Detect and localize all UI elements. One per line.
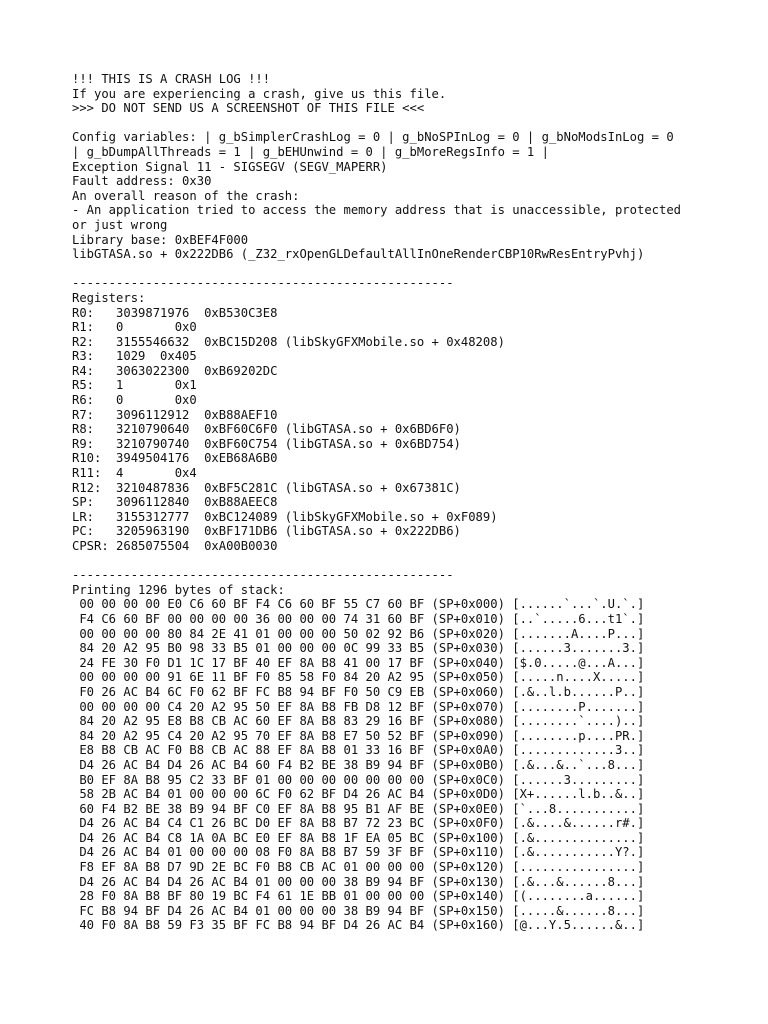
stack-row: F8 EF 8A B8 D7 9D 2E BC F0 B8 CB AC 01 00 00 00 (SP+0x120) [................] [72,860,645,875]
stack-row: 00 00 00 00 91 6E 11 BF F0 85 58 F0 84 20 A2 95 (SP+0x050) [.....n....X.....] [72,670,645,685]
register-row: R10: 3949504176 0xEB68A6B0 [72,451,278,466]
register-row: LR: 3155312777 0xBC124089 (libSkyGFXMobile.so + 0xF089) [72,509,498,524]
register-row: R12: 3210487836 0xBF5C281C (libGTASA.so + 0x67381C) [72,480,461,495]
registers-list [72,306,752,554]
stack-row: 28 F0 8A B8 BF 80 19 BC F4 61 1E BB 01 00 00 00 (SP+0x140) [(........a......] [72,889,645,904]
register-row: R0: 3039871976 0xB530C3E8 [72,305,278,320]
info-line: Config variables: | g_bSimplerCrashLog = 0 | g_bNoSPInLog = 0 | g_bNoModsInLog = 0 [72,130,674,145]
stack-row: 00 00 00 00 E0 C6 60 BF F4 C6 60 BF 55 C7 60 BF (SP+0x000) [......`...`.U.`.] [72,597,645,612]
register-row: R11: 4 0x4 [72,466,197,481]
info-line: An overall reason of the crash: [72,188,300,203]
stack-row: F0 26 AC B4 6C F0 62 BF FC B8 94 BF F0 50 C9 EB (SP+0x060) [.&..l.b......P..] [72,684,645,699]
registers-section [72,291,752,554]
crash-info-section [72,130,752,261]
register-row: R3: 1029 0x405 [72,349,197,364]
stack-row: 60 F4 B2 BE 38 B9 94 BF C0 EF 8A B8 95 B1 AF BE (SP+0x0E0) [`...8...........] [72,801,645,816]
register-row: CPSR: 2685075504 0xA00B0030 [72,539,278,553]
info-line: or just wrong [72,217,168,232]
header-line: !!! THIS IS A CRASH LOG !!! [72,72,271,86]
register-row: R5: 1 0x1 [72,378,197,393]
stack-row: FC B8 94 BF D4 26 AC B4 01 00 00 00 38 B9 94 BF (SP+0x150) [.....&......8...] [72,903,645,918]
stack-row: D4 26 AC B4 D4 26 AC B4 60 F4 B2 BE 38 B9 94 BF (SP+0x0B0) [.&...&..`...8...] [72,757,645,772]
stack-dump [72,597,752,933]
register-row: PC: 3205963190 0xBF171DB6 (libGTASA.so + 0x222DB6) [72,524,461,539]
info-line: Fault address: 0x30 [72,174,212,189]
stack-section [72,583,752,933]
separator-line: ---------------------------------------------------- [72,568,454,583]
stack-row: 84 20 A2 95 E8 B8 CB AC 60 EF 8A B8 83 29 16 BF (SP+0x080) [........`....)..] [72,714,645,729]
crash-log-document [72,72,752,933]
stack-row: D4 26 AC B4 C8 1A 0A BC E0 EF 8A B8 1F EA 05 BC (SP+0x100) [.&..............] [72,830,645,845]
header-line: If you are experiencing a crash, give us this file. [72,86,447,101]
stack-row: 84 20 A2 95 B0 98 33 B5 01 00 00 00 0C 99 33 B5 (SP+0x030) [......3.......3.] [72,641,645,656]
stack-row: 40 F0 8A B8 59 F3 35 BF FC B8 94 BF D4 26 AC B4 (SP+0x160) [@...Y.5......&..] [72,918,645,933]
register-row: R1: 0 0x0 [72,320,197,335]
info-line: Library base: 0xBEF4F000 [72,232,249,247]
stack-row: B0 EF 8A B8 95 C2 33 BF 01 00 00 00 00 00 00 00 (SP+0x0C0) [......3.........] [72,772,645,787]
info-line: - An application tried to access the memory address that is unaccessible, protected [72,203,682,218]
register-row: R8: 3210790640 0xBF60C6F0 (libGTASA.so + 0x6BD6F0) [72,422,461,437]
register-row: R7: 3096112912 0xB88AEF10 [72,407,278,422]
info-line: libGTASA.so + 0x222DB6 (_Z32_rxOpenGLDefaultAllInOneRenderCBP10RwResEntryPvhj) [72,247,645,262]
register-row: SP: 3096112840 0xB88AEEC8 [72,495,278,510]
register-row: R6: 0 0x0 [72,393,197,408]
stack-row: F4 C6 60 BF 00 00 00 00 36 00 00 00 74 31 60 BF (SP+0x010) [..`.....6...t1`.] [72,611,645,626]
stack-title: Printing 1296 bytes of stack: [72,582,285,597]
blank-line [72,262,752,277]
stack-row: D4 26 AC B4 01 00 00 00 08 F0 8A B8 B7 59 3F BF (SP+0x110) [.&...........Y?.] [72,845,645,860]
info-line: Exception Signal 11 - SIGSEGV (SEGV_MAPERR) [72,159,388,174]
stack-row: 00 00 00 00 80 84 2E 41 01 00 00 00 50 02 92 B6 (SP+0x020) [.......A....P...] [72,626,645,641]
header-line: >>> DO NOT SEND US A SCREENSHOT OF THIS FILE <<< [72,101,425,116]
blank-line [72,116,752,131]
stack-row: D4 26 AC B4 D4 26 AC B4 01 00 00 00 38 B9 94 BF (SP+0x130) [.&...&......8...] [72,874,645,889]
crash-log-header [72,72,752,116]
stack-row: 84 20 A2 95 C4 20 A2 95 70 EF 8A B8 E7 50 52 BF (SP+0x090) [........p....PR.] [72,728,645,743]
stack-row: 24 FE 30 F0 D1 1C 17 BF 40 EF 8A B8 41 00 17 BF (SP+0x040) [$.0.....@...A...] [72,655,645,670]
info-line: | g_bDumpAllThreads = 1 | g_bEHUnwind = 0 | g_bMoreRegsInfo = 1 | [72,144,549,159]
register-row: R9: 3210790740 0xBF60C754 (libGTASA.so + 0x6BD754) [72,436,461,451]
blank-line [72,554,752,569]
registers-title: Registers: [72,290,146,305]
register-row: R4: 3063022300 0xB69202DC [72,363,278,378]
separator-line: ---------------------------------------------------- [72,276,454,291]
register-row: R2: 3155546632 0xBC15D208 (libSkyGFXMobile.so + 0x48208) [72,334,505,349]
stack-row: D4 26 AC B4 C4 C1 26 BC D0 EF 8A B8 B7 72 23 BC (SP+0x0F0) [.&....&......r#.] [72,816,645,831]
stack-row: 00 00 00 00 C4 20 A2 95 50 EF 8A B8 FB D8 12 BF (SP+0x070) [........P.......] [72,699,645,714]
stack-row: 58 2B AC B4 01 00 00 00 6C F0 62 BF D4 26 AC B4 (SP+0x0D0) [X+......l.b..&..] [72,787,645,802]
stack-row: E8 B8 CB AC F0 B8 CB AC 88 EF 8A B8 01 33 16 BF (SP+0x0A0) [.............3..] [72,743,645,758]
